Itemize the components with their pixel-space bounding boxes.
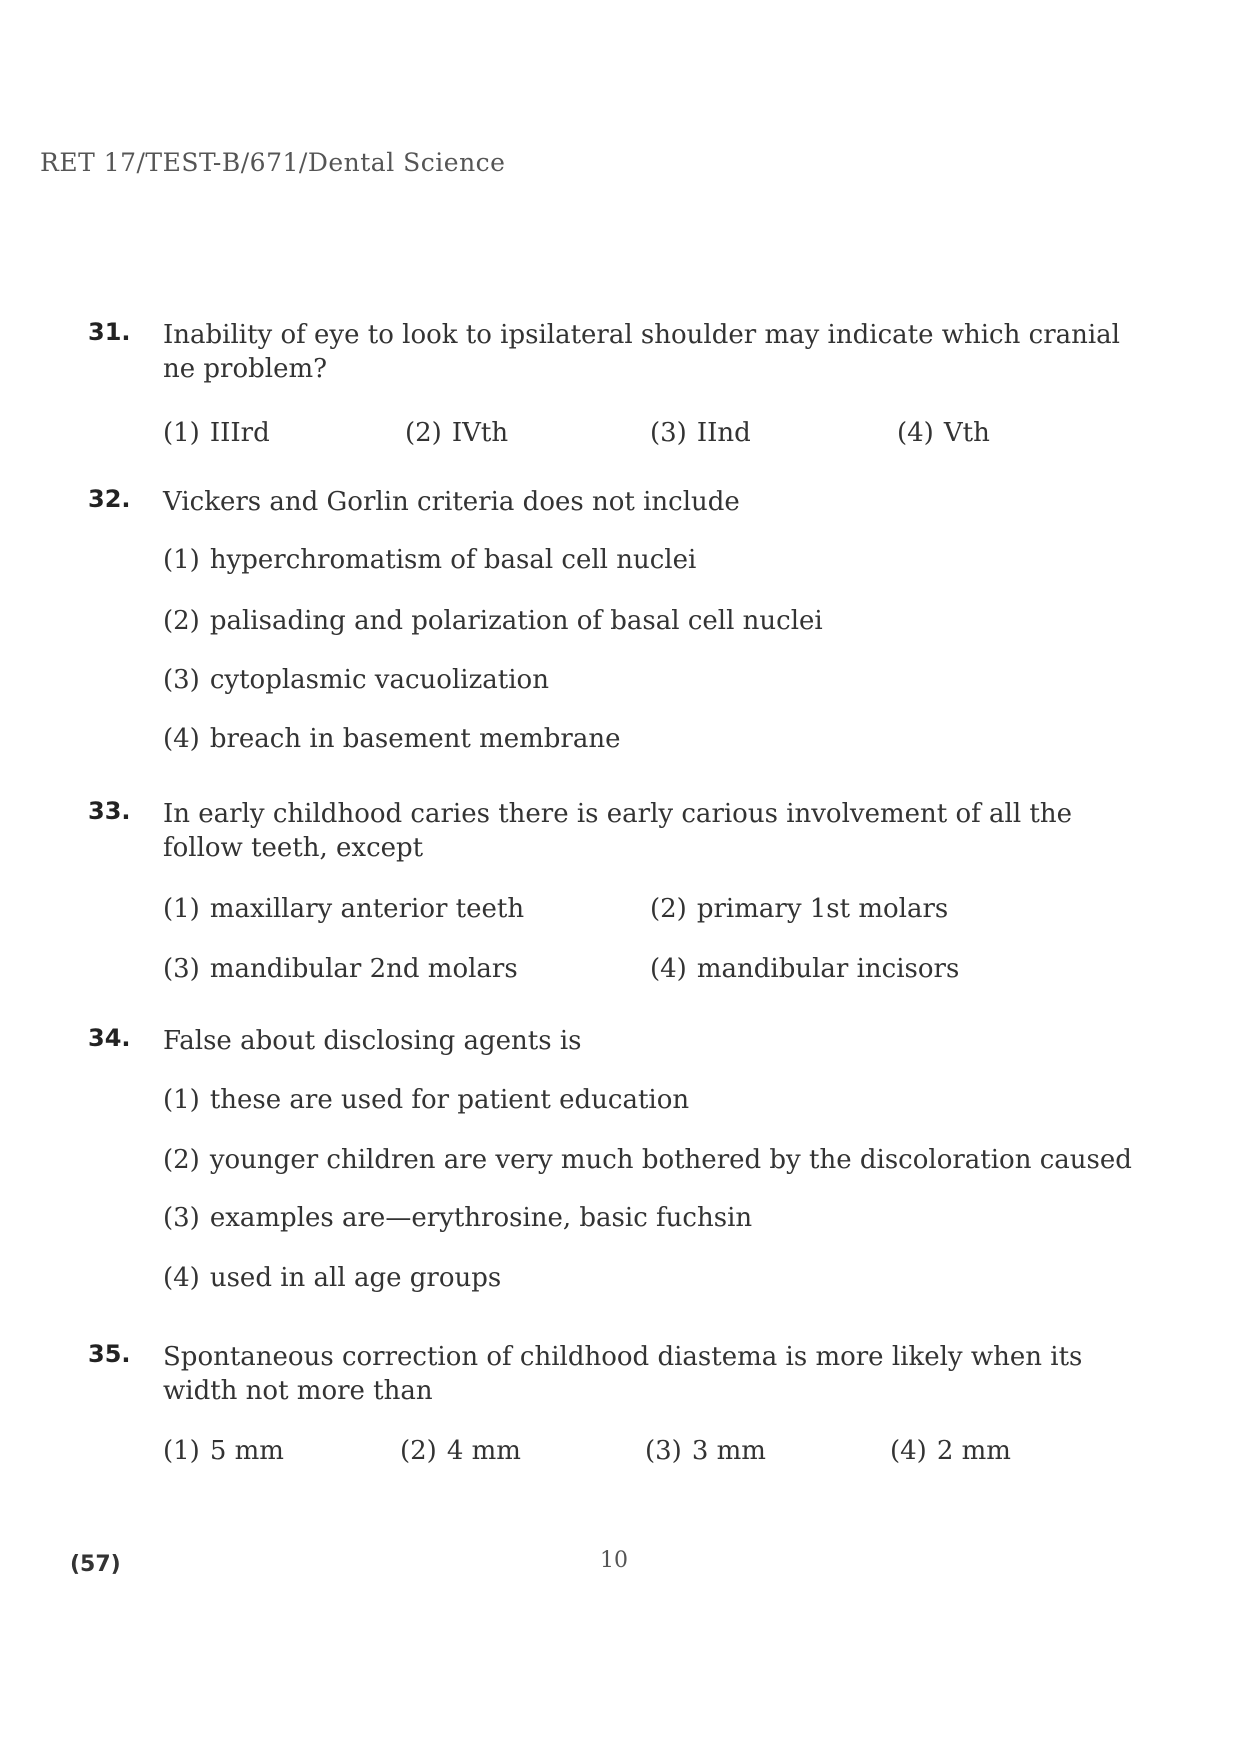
option-4: [890, 1434, 1011, 1468]
option-3: [163, 952, 518, 986]
question-text: False about disclosing agents is: [163, 1026, 582, 1056]
question-text: Inability of eye to look to ipsilateral shoulder may indicate which cranial ne problem?: [163, 320, 1120, 384]
option-1: [163, 416, 270, 450]
option-1: [163, 1434, 284, 1468]
option-text: palisading and polarization of basal cell nuclei: [209, 606, 823, 636]
option-number: (4): [650, 954, 687, 984]
option-number: (4): [163, 1263, 200, 1293]
option-number: (1): [163, 894, 200, 924]
option-3: [163, 663, 549, 697]
option-number: (1): [163, 545, 200, 575]
option-text: cytoplasmic vacuolization: [209, 665, 549, 695]
option-number: (2): [163, 606, 200, 636]
option-text: 5 mm: [209, 1436, 284, 1466]
option-text: used in all age groups: [209, 1263, 502, 1293]
option-4: [163, 722, 620, 756]
option-number: (3): [645, 1436, 682, 1466]
booklet-code: (57): [70, 1552, 121, 1577]
option-text: younger children are very much bothered by the discoloration caused: [209, 1145, 1132, 1175]
option-2: [400, 1434, 521, 1468]
option-number: (3): [163, 954, 200, 984]
option-1: [163, 543, 696, 577]
option-2: [650, 892, 948, 926]
option-text: IInd: [696, 418, 751, 448]
option-text: these are used for patient education: [209, 1085, 690, 1115]
option-3: [650, 416, 751, 450]
option-3: [163, 1201, 752, 1235]
option-3: [645, 1434, 766, 1468]
option-1: [163, 1083, 689, 1117]
option-number: (3): [163, 665, 200, 695]
option-number: (3): [650, 418, 687, 448]
option-text: mandibular 2nd molars: [209, 954, 518, 984]
question-number: 33.: [88, 797, 131, 825]
option-number: (4): [897, 418, 934, 448]
option-2: [163, 1143, 1132, 1177]
option-number: (3): [163, 1203, 200, 1233]
option-number: (2): [650, 894, 687, 924]
option-number: (2): [405, 418, 442, 448]
option-number: (1): [163, 1085, 200, 1115]
option-text: maxillary anterior teeth: [209, 894, 525, 924]
option-number: (1): [163, 418, 200, 448]
option-text: 3 mm: [691, 1436, 766, 1466]
option-number: (2): [163, 1145, 200, 1175]
question-number: 31.: [88, 318, 131, 346]
option-1: [163, 892, 524, 926]
option-4: [897, 416, 990, 450]
question-text: Vickers and Gorlin criteria does not include: [163, 487, 740, 517]
option-number: (4): [163, 724, 200, 754]
option-text: mandibular incisors: [696, 954, 960, 984]
option-text: 2 mm: [936, 1436, 1011, 1466]
option-text: 4 mm: [446, 1436, 521, 1466]
document-header: RET 17/TEST-B/671/Dental Science: [40, 148, 506, 177]
option-2: [163, 604, 823, 638]
option-text: IVth: [451, 418, 509, 448]
question-text: Spontaneous correction of childhood diastema is more likely when its width not more than: [163, 1342, 1083, 1406]
option-text: hyperchromatism of basal cell nuclei: [209, 545, 697, 575]
question-number: 34.: [88, 1024, 131, 1052]
option-2: [405, 416, 508, 450]
option-text: primary 1st molars: [696, 894, 949, 924]
option-4: [163, 1261, 501, 1295]
option-4: [650, 952, 959, 986]
option-number: (4): [890, 1436, 927, 1466]
question-number: 35.: [88, 1340, 131, 1368]
question-number: 32.: [88, 485, 131, 513]
option-number: (1): [163, 1436, 200, 1466]
option-text: Vth: [943, 418, 990, 448]
option-text: IIIrd: [209, 418, 270, 448]
option-text: breach in basement membrane: [209, 724, 621, 754]
page-number: 10: [600, 1548, 628, 1573]
question-text: In early childhood caries there is early carious involvement of all the follow teeth, except: [163, 799, 1072, 863]
option-text: examples are—erythrosine, basic fuchsin: [209, 1203, 753, 1233]
option-number: (2): [400, 1436, 437, 1466]
